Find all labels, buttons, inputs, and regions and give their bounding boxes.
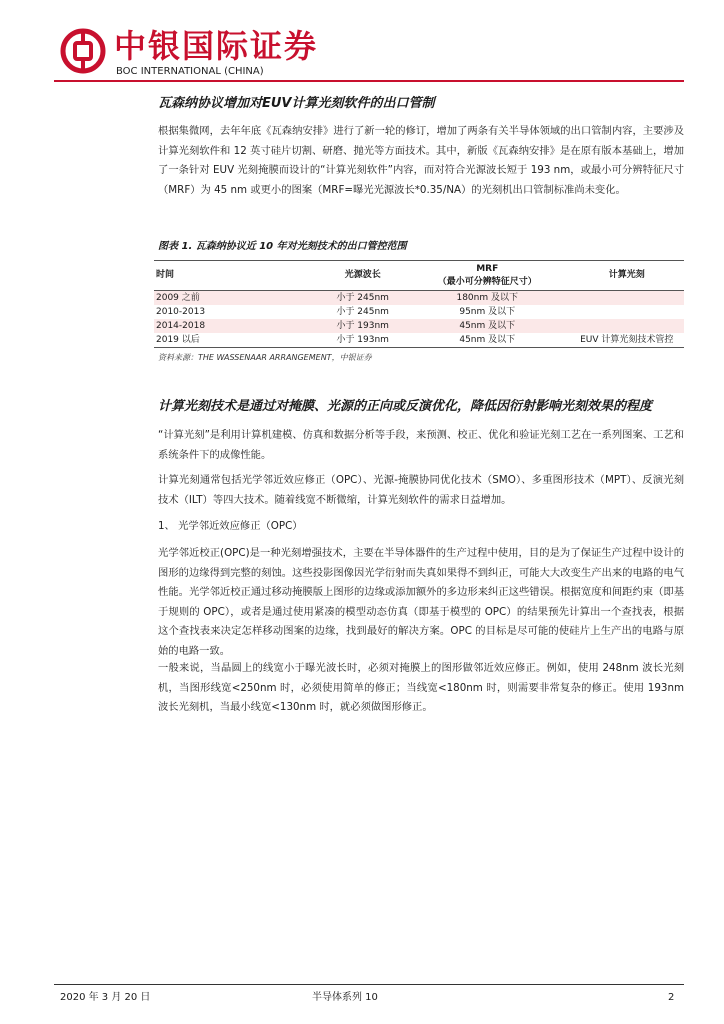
- cell-comp: [569, 305, 684, 319]
- footer-series: 半导体系列 10: [312, 992, 378, 1003]
- footer-rule: [54, 984, 684, 985]
- table-row: [154, 305, 684, 319]
- mrf-line1: MRF: [476, 263, 499, 274]
- cell-time: 2010-2013: [156, 307, 206, 317]
- paragraph-text: 光学邻近校正(OPC)是一种光刻增强技术，主要在半导体器件的生产过程中使用，目的是为了保证生产过程中设计的图形的边缘得到完整的刻蚀。这些投影图像因光学衍射而失真如果得不到纠正，可能大大改变生产出来的电路的电气性能。光学邻近校正通过移动掩膜版上图形的边缘或添加额外的多边形来纠正这些错误。根据宽度和间距约束（即基于规则的 OPC），或者是通过使用紧凑的模型动态仿真（即基于模型的 OPC）的结果预先计算出一个查找表，根据这个查找表来决定怎样移动图案的边缘，找到最好的解决方案。OPC 的目标是尽可能的使硅片上生产出的电路与原始的电路一致。: [158, 547, 684, 657]
- section-title-wassenaar: 瓦森纳协议增加对EUV计算光刻软件的出口管制: [158, 96, 435, 111]
- paragraph-text: 一般来说，当晶圆上的线宽小于曝光波长时，必须对掩膜上的图形做邻近效应修正。例如，使用 248nm 波长光刻机，当图形线宽<250nm 时，必须使用简单的修正；当线宽<180nm 时，则需要非常复杂的修正。使用 193nm 波长光刻机，当最小线宽<130nm 时，就必须做图形修正。: [158, 662, 684, 713]
- cell-mrf: 95nm 及以下: [459, 307, 516, 317]
- mrf-line2: （最小可分辨特征尺寸）: [437, 276, 537, 287]
- cell-mrf: 45nm 及以下: [459, 321, 516, 331]
- paragraph-comp-litho-def: [158, 426, 684, 465]
- subheading-opc: [158, 517, 684, 537]
- cell-comp: [569, 291, 684, 306]
- footer-date: 2020 年 3 月 20 日: [60, 992, 151, 1003]
- boc-logo-icon: [60, 28, 106, 74]
- subheading-text: 1、 光学邻近效应修正（OPC）: [158, 520, 303, 532]
- paragraph-text: 计算光刻通常包括光学邻近效应修正（OPC）、光源-掩膜协同优化技术（SMO）、多重图形技术（MPT）、反演光刻技术（ILT）等四大技术。随着线宽不断微缩，计算光刻软件的需求日益增加。: [158, 474, 684, 506]
- cell-mrf: 180nm 及以下: [456, 293, 518, 303]
- cell-mrf: 45nm 及以下: [459, 335, 516, 345]
- paragraph-opc: [158, 544, 684, 661]
- cell-time: 2014-2018: [156, 321, 206, 331]
- paragraph-text: 根据集微网，去年年底《瓦森纳安排》进行了新一轮的修订，增加了两条有关半导体领域的出口管制内容，主要涉及计算光刻软件和 12 英寸硅片切割、研磨、抛光等方面技术。其中，新版《瓦森纳安排》是在原有版本基础上，增加了一条针对 EUV 光刻掩膜而设计的“计算光刻软件”内容，而对符合光源波长短于 193 nm，或最小可分辨特征尺寸（MRF）为 45 nm 或更小的图案（MRF=曝光光源波长*0.35/NA）的光刻机出口管制标准尚未变化。: [158, 125, 684, 196]
- table-header-row: [154, 261, 684, 291]
- cell-comp: [569, 319, 684, 333]
- col-header-wavelength: 光源波长: [344, 270, 381, 280]
- cell-wavelength: 小于 245nm: [336, 293, 389, 303]
- header-rule: [54, 80, 684, 82]
- cell-wavelength: 小于 245nm: [336, 307, 389, 317]
- section-title-comp-litho: 计算光刻技术是通过对掩膜、光源的正向或反演优化，降低因衍射影响光刻效果的程度: [158, 399, 653, 414]
- paragraph-opc-linewidth: [158, 659, 684, 718]
- cell-comp: EUV 计算光刻技术管控: [580, 335, 674, 345]
- cell-wavelength: 小于 193nm: [336, 321, 389, 331]
- cell-time: 2019 以后: [156, 335, 200, 345]
- figure-title: 图表 1. 瓦森纳协议近 10 年对光刻技术的出口管控范围: [158, 241, 407, 252]
- export-control-table: [154, 260, 684, 348]
- col-header-comp-litho: 计算光刻: [608, 270, 645, 280]
- brand-name-cn: 中银国际证券: [114, 27, 319, 65]
- brand-name-en: BOC INTERNATIONAL (CHINA): [116, 66, 264, 77]
- cell-time: 2009 之前: [156, 293, 200, 303]
- cell-wavelength: 小于 193nm: [336, 335, 389, 345]
- col-header-mrf: [405, 261, 569, 291]
- col-header-time: 时间: [156, 270, 175, 280]
- table-source: 资料来源：THE WASSENAAR ARRANGEMENT，中银证券: [158, 353, 372, 362]
- table-row: [154, 319, 684, 333]
- paragraph-comp-litho-tech: [158, 471, 684, 510]
- paragraph-text: “计算光刻”是利用计算机建模、仿真和数据分析等手段，来预测、校正、优化和验证光刻工艺在一系列图案、工艺和系统条件下的成像性能。: [158, 429, 684, 461]
- page-number: 2: [668, 992, 675, 1003]
- table-row: [154, 291, 684, 306]
- table-row: [154, 333, 684, 348]
- paragraph-wassenaar: [158, 122, 684, 200]
